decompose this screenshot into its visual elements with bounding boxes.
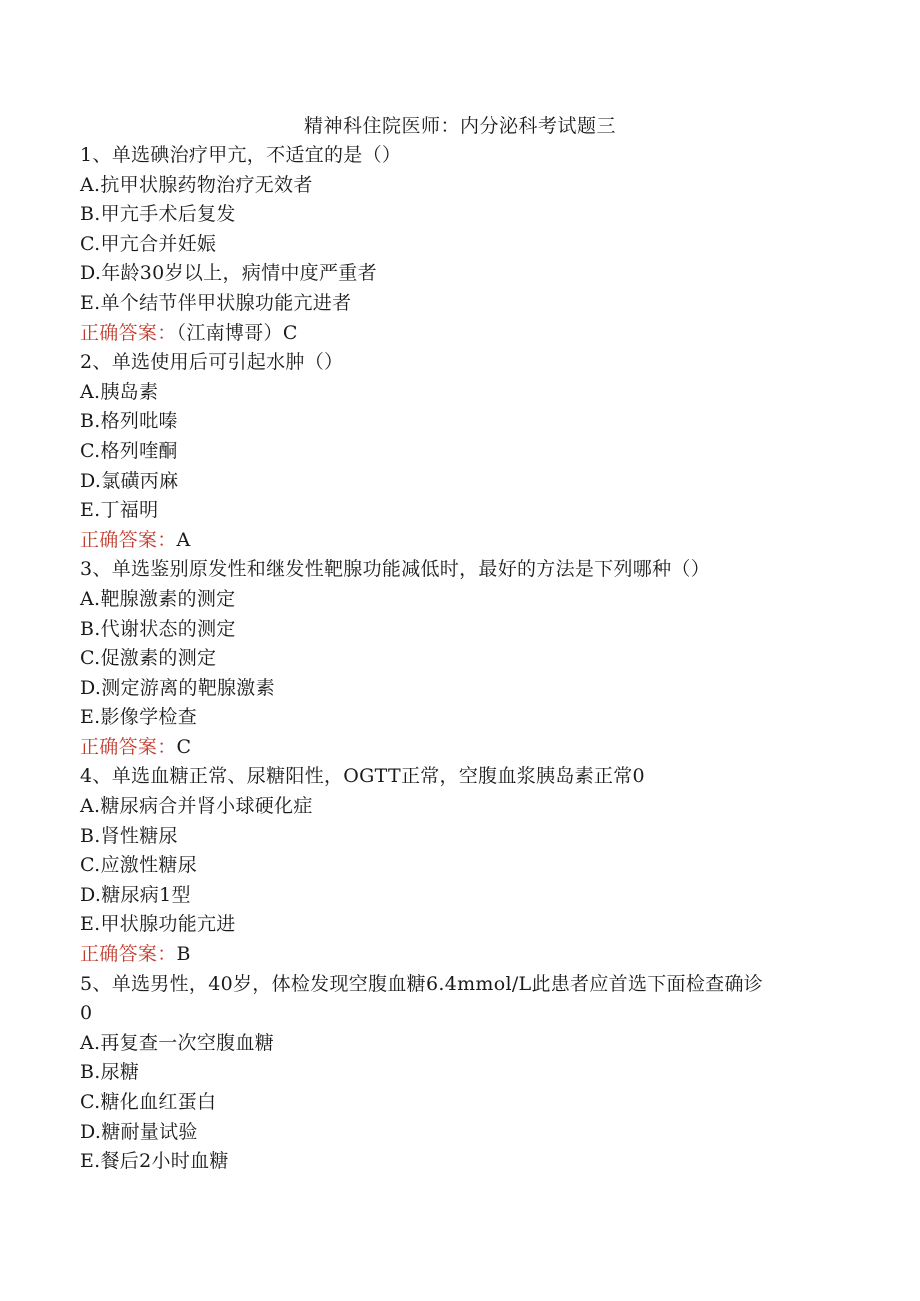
option-b: B.尿糖 — [80, 1061, 140, 1084]
answer-label: 正确答案： — [80, 321, 177, 344]
option-a: A.抗甲状腺药物治疗无效者 — [80, 173, 313, 196]
option-d: D.氯磺丙麻 — [80, 469, 179, 492]
answer-line — [80, 733, 840, 763]
question-stem: 4、单选血糖正常、尿糖阳性，OGTT正常，空腹血浆胰岛素正常0 — [80, 765, 645, 788]
option-c: C.促激素的测定 — [80, 647, 217, 670]
question-stem: 5、单选男性，40岁，体检发现空腹血糖6.4mmol/L此患者应首选下面检查确诊 — [80, 972, 764, 995]
question-stem: 3、单选鉴别原发性和继发性靶腺功能减低时，最好的方法是下列哪种（） — [80, 558, 710, 581]
option-e: E.餐后2小时血糖 — [80, 1150, 229, 1173]
question-stem: 1、单选碘治疗甲亢，不适宜的是（） — [80, 144, 402, 166]
answer-value: （江南博哥）C — [176, 321, 298, 344]
option-d: D.年龄30岁以上，病情中度严重者 — [80, 262, 377, 285]
answer-label: 正确答案： — [80, 943, 177, 966]
answer-value: B — [176, 943, 191, 966]
option-c: C.糖化血红蛋白 — [80, 1091, 217, 1113]
option-e: E.甲状腺功能亢进 — [80, 913, 236, 936]
answer-line — [80, 526, 840, 556]
question-2 — [80, 348, 840, 555]
answer-line — [80, 940, 840, 970]
option-b: B.格列吡嗪 — [80, 410, 178, 433]
option-c: C.甲亢合并妊娠 — [80, 232, 217, 255]
option-b: B.甲亢手术后复发 — [80, 203, 236, 226]
option-d: D.糖尿病1型 — [80, 883, 191, 906]
option-d: D.糖耐量试验 — [80, 1120, 198, 1143]
question-5 — [80, 970, 840, 1177]
option-a: A.糖尿病合并肾小球硬化症 — [80, 795, 313, 818]
option-d: D.测定游离的靶腺激素 — [80, 676, 275, 699]
question-1 — [80, 141, 840, 348]
question-4 — [80, 762, 840, 969]
option-e: E.丁福明 — [80, 499, 159, 522]
answer-label: 正确答案： — [80, 735, 177, 758]
option-e: E.单个结节伴甲状腺功能亢进者 — [80, 291, 352, 314]
answer-line — [80, 319, 840, 349]
option-a: A.再复查一次空腹血糖 — [80, 1031, 275, 1054]
answer-label: 正确答案： — [80, 528, 177, 551]
option-c: C.格列喹酮 — [80, 439, 178, 462]
option-b: B.肾性糖尿 — [80, 824, 178, 847]
option-e: E.影像学检查 — [80, 706, 198, 729]
question-stem-continued: 0 — [80, 1002, 93, 1025]
question-stem: 2、单选使用后可引起水肿（） — [80, 351, 344, 374]
question-3 — [80, 555, 840, 762]
option-a: A.胰岛素 — [80, 380, 159, 403]
option-b: B.代谢状态的测定 — [80, 617, 236, 640]
option-a: A.靶腺激素的测定 — [80, 587, 236, 610]
page-title: 精神科住院医师：内分泌科考试题三 — [303, 115, 616, 137]
option-c: C.应激性糖尿 — [80, 854, 198, 877]
answer-value: C — [176, 735, 192, 758]
question-list — [80, 141, 840, 1177]
answer-value: A — [176, 528, 191, 551]
